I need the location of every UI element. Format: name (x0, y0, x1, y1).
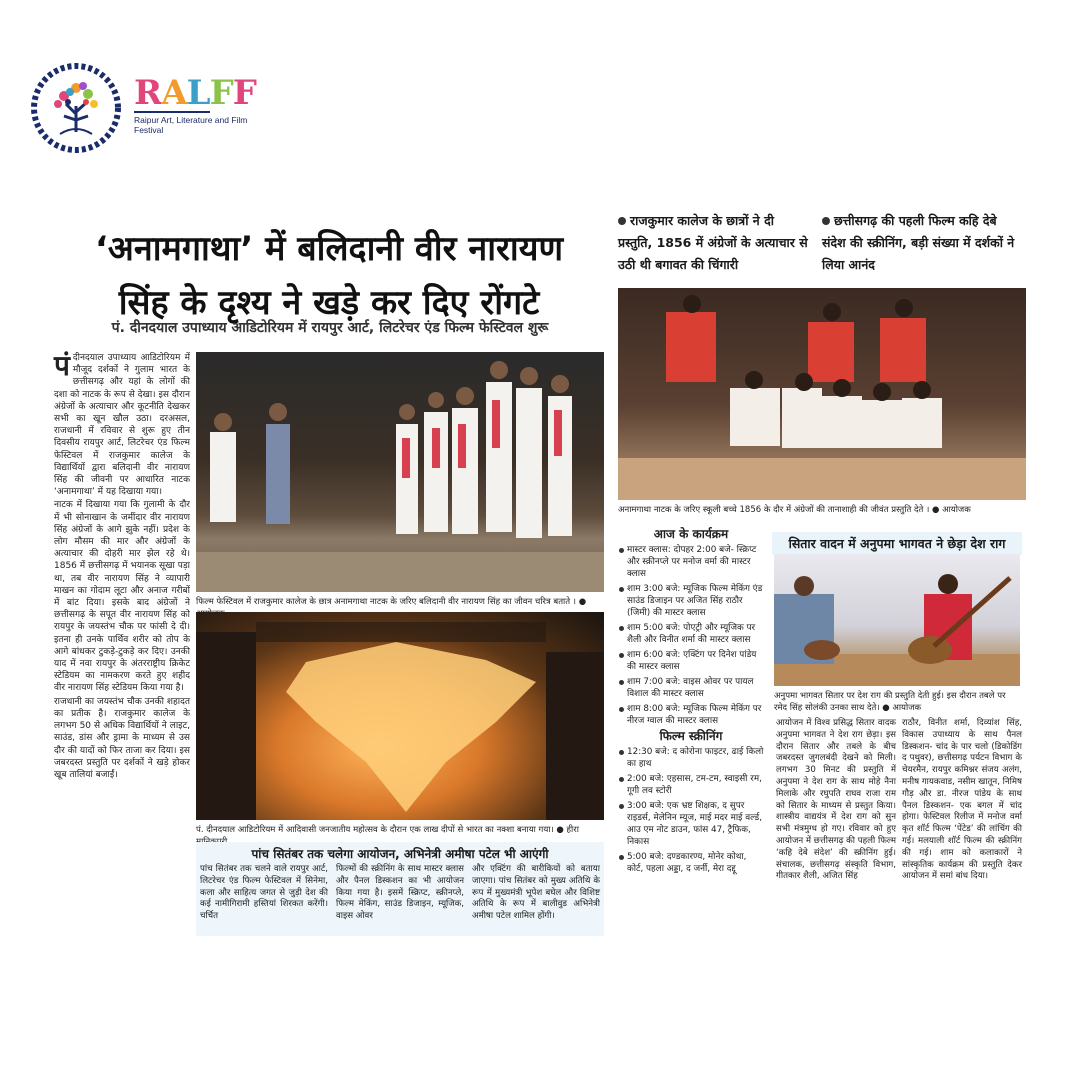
headline-line-2: सिंह के दृश्य ने खड़े कर दिए रोंगटे (118, 283, 540, 323)
photo-boys-performance (618, 288, 1026, 500)
band-column-1: पांच सितंबर तक चलने वाले रायपुर आर्ट, लिटरेचर एंड फिल्म फेस्टिवल में सिनेमा, कला और साहित्य जगत से जुड़ी देश की कई नामीगिरामी हस्तियां शिरकत करेंगी। चर्चित (200, 864, 328, 922)
program-item: शाम 7:00 बजे: वाइस ओवर पर पायल विशाल की मास्टर क्लास (618, 676, 764, 700)
bullet-icon (822, 217, 830, 225)
article-paragraph: पंदीनदयाल उपाध्याय आडिटोरियम में मौजूद दर्शकों ने गुलाम भारत के छत्तीसगढ़ और यहां के लोगों की दशा को नाटक के रूप से देखा। इस दौरान अंग्रेजों के अत्याचार और कूटनीति देखकर सभी का खून खौल उठा। दरअसल, राजधानी में रविवार से शुरू हुए तीन दिवसीय रायपुर आर्ट, लिटरेचर एंड फिल्म फेस्टिवल में राजकुमार कालेज के विद्यार्थियों द्वारा बलिदानी वीर नारायण सिंह की जीवनी पर आधारित नाटक ‘अनामगाथा’ में यह दिखाया गया। (54, 349, 190, 498)
sitar-headline: सितार वादन में अनुपमा भागवत ने छेड़ा देश राग (772, 532, 1022, 555)
headline-line-1: ‘अनामगाथा’ में बलिदानी वीर नारायण (94, 229, 564, 269)
screening-item: 2:00 बजे: एहसास, टम-टम, स्वाइसी रम, गूगी लव स्टोरी (618, 773, 764, 797)
program-item: शाम 3:00 बजे: म्यूजिक फिल्म मेकिंग एंड साउंड डिजाइन पर अजित सिंह राठौर (जिमी) की मास्टर क्लास (618, 583, 764, 619)
ralff-logo (134, 73, 256, 136)
photo-sitar-caption: अनुपमा भागवत सितार पर देश राग की प्रस्तुति देती हुई। इस दौरान तबले पर रमेद सिंह सोलंकी उनका साथ देते। ● आयोजक (774, 691, 1006, 713)
subheadline: पं. दीनदयाल उपाध्याय आडिटोरियम में रायपुर आर्ट, लिटरेचर एंड फिल्म फेस्टिवल शुरू (111, 320, 549, 336)
program-item: शाम 6:00 बजे: एक्टिंग पर दिनेश पांडेय की मास्टर क्लास (618, 649, 764, 673)
photo-stage-caption: फिल्म फेस्टिवल में राजकुमार कालेज के छात्र अनामगाथा नाटक के जरिए बलिदानी वीर नारायण सिंह का जीवन चरित्र बताते । ● (196, 597, 587, 607)
photo-stage-play (196, 352, 604, 592)
photo-sitar-performance (774, 554, 1020, 686)
program-item: मास्टर क्लास: दोपहर 2:00 बजे- स्क्रिप्ट और स्क्रीनप्ले पर मनोज वर्मा की मास्टर क्लास (618, 544, 764, 580)
screening-item: 3:00 बजे: एक भ्रष्ट शिक्षक, द सुपर राइडर्स, मेलेनिन म्यूज, माई मदर माई वर्ल्ड, आउ एम नोट डाउन, फांस 47, ट्रैफिक, निकास (618, 800, 764, 848)
band-column-3: और एक्टिंग की बारीकियों को बताया जाएगा। पांच सितंबर को मुख्य अतिथि के रूप में मुख्यमंत्री भूपेश बघेल और विशिष्ट अतिथि के रूप में बालीवुड अभिनेत्री अमीषा पटेल शामिल होंगी। (472, 864, 600, 922)
top-caption-left: राजकुमार कालेज के छात्रों ने दी प्रस्तुति, 1856 में अंग्रेजों के अत्याचार से उठी थी बगावत की चिंगारी (618, 213, 808, 272)
sitar-column-2: राठौर, विनीत शर्मा, दिव्यांश सिंह, विकास उपाध्याय के साथ पैनल डिस्कशन- चांद के पार चलो (डिकोडिंग द पथुवर), छत्तीसगढ़ पर्यटन विभाग के चेयरमैन, रायपुर कमिश्नर संजय अलंग, मनीष गायकवाड, नसीम खातून, निमिष गौड़ और डा. नीरज पांडेय के साथ पैनल डिस्कशन- एक बगल में चांद होगा। फेस्टिवल रिलीज में मनोज वर्मा कृत शॉर्ट फिल्म ‘पेंटेड’ की लांचिंग की गई। मलयाली शॉर्ट फिल्म की स्क्रीनिंग की गई। शाम को कलाकारों ने सांस्कृतिक कार्यक्रम की प्रस्तुति देकर आयोजन में समां बांध दिया। (902, 718, 1022, 882)
sitar-column-1: आयोजन में विश्व प्रसिद्ध सितार वादक अनुपमा भागवत ने देश राग छेड़ा। इस दौरान सितार और तबले के बीच जबरदस्त जुगलबंदी देखने को मिली। लगभग 30 मिनट की प्रस्तुति में अनुपमा ने देश राग के साथ मोहे नैना मिलाके और रघुपति राघव राजा राम को सितार के माध्यम से प्रस्तुत किया। शास्त्रीय वाद्ययंत्र में देश राग को सुन सभी मंत्रमुग्ध हो गए। रविवार को हुए आयोजन में छत्तीसगढ़ की पहली फिल्म ‘कहि देबे संदेश’ की स्क्रीनिंग हुई। संचालक, छत्तीसगढ़ संस्कृति विभाग, गीतकार शैली, अजित सिंह (776, 718, 896, 882)
screening-item: 12:30 बजे: द कोरोना फाइटर, ढाई किलो का हाथ (618, 746, 764, 770)
main-headline (44, 222, 614, 330)
photo-diya-map (196, 612, 604, 820)
article-paragraph: नाटक में दिखाया गया कि गुलामी के दौर में भी सोनाखान के जमींदार वीर नारायण सिंह अंग्रेजों के आगे झुके नहीं। प्रदेश के लोग मौसम की मार और अंग्रेजों के अत्याचार की दोहरी मार झेल रहे थे। 1856 में छत्तीसगढ़ में भयानक सूखा पड़ा था, तब वीर नारायण सिंह ने व्यापारी माखन का गोदाम लूटा और अनाज गरीबों में बांट दिया। इसके बाद अंग्रेजों ने छत्तीसगढ़ के सपूत वीर नारायण सिंह को रायपुर के जयस्तंभ चौक पर फांसी दे दी। इतना ही उनके पार्थिव शरीर को तोप के आगे बांधकर टुकड़े-टुकड़े कर दिए। उनकी याद में नवा रायपुर के अंतरराष्ट्रीय क्रिकेट स्टेडियम का नामकरण करते हुए शहीद वीर नारायण सिंह स्टेडियम किया गया है। (54, 500, 190, 694)
article-body (54, 349, 190, 782)
ralff-subtitle: Raipur Art, Literature and Film Festival (134, 115, 248, 135)
program-item: शाम 5:00 बजे: पोएट्री और म्यूजिक पर शैली और विनीत शर्मा की मास्टर क्लास (618, 622, 764, 646)
article-paragraph: राजधानी का जयस्तंभ चौक उनकी शहादत का प्रतीक है। राजकुमार कालेज के लगभग 50 से अधिक विद्यार्थियों ने लाइट, साउंड, डांस और ड्रामा के माध्यम से उस दौर की यादों को फिर ताजा कर दिया। इस जबरदस्त प्रस्तुति पर दर्शकों ने खड़े होकर खूब तालियां बजाईं। (54, 696, 190, 780)
screening-item: 5:00 बजे: दण्डकारण्य, मोनेर कोथा, कोर्ट, पहला अड्डा, द जर्नी, मेरा दद्दू (618, 851, 764, 875)
dropcap: पं (54, 349, 70, 382)
band-column-2: फिल्मों की स्क्रीनिंग के साथ मास्टर क्लास और पैनल डिस्कशन का भी आयोजन किया गया है। इसमें स्क्रिप्ट, स्क्रीनप्ले, फिल्म मेकिंग, साउंड डिजाइन, म्यूजिक, वाइस ओवर (336, 864, 464, 922)
program-list (618, 528, 764, 878)
band-headline: पांच सितंबर तक चलेगा आयोजन, अभिनेत्री अमीषा पटेल भी आएंगी (196, 842, 604, 865)
screening-title: फिल्म स्क्रीनिंग (659, 729, 723, 743)
ralff-logo-mark: RALFF (134, 73, 256, 113)
program-item: शाम 8:00 बजे: म्यूजिक फिल्म मेकिंग पर नीरज ग्वाल की मास्टर क्लास (618, 703, 764, 727)
bullet-icon (618, 217, 626, 225)
tree-logo-icon (30, 62, 122, 154)
photo-diya-caption: पं. दीनदयाल आडिटोरियम में आदिवासी जनजातीय महोत्सव के दौरान एक लाख दीपों से भारत का नक्शा बनाया गया। ● हीरा (196, 825, 579, 835)
top-caption-right: छत्तीसगढ़ की पहली फिल्म कहि देबे संदेश की स्क्रीनिंग, बड़ी संख्या में दर्शकों ने लिया आनंद (822, 213, 1015, 272)
photo-boys-caption: अनामगाथा नाटक के जरिए स्कूली बच्चे 1856 के दौर में अंग्रेजों की तानाशाही की जीवंत प्रस्तुति देते । ● आयोजक (618, 505, 971, 515)
program-title: आज के कार्यक्रम (653, 527, 729, 541)
